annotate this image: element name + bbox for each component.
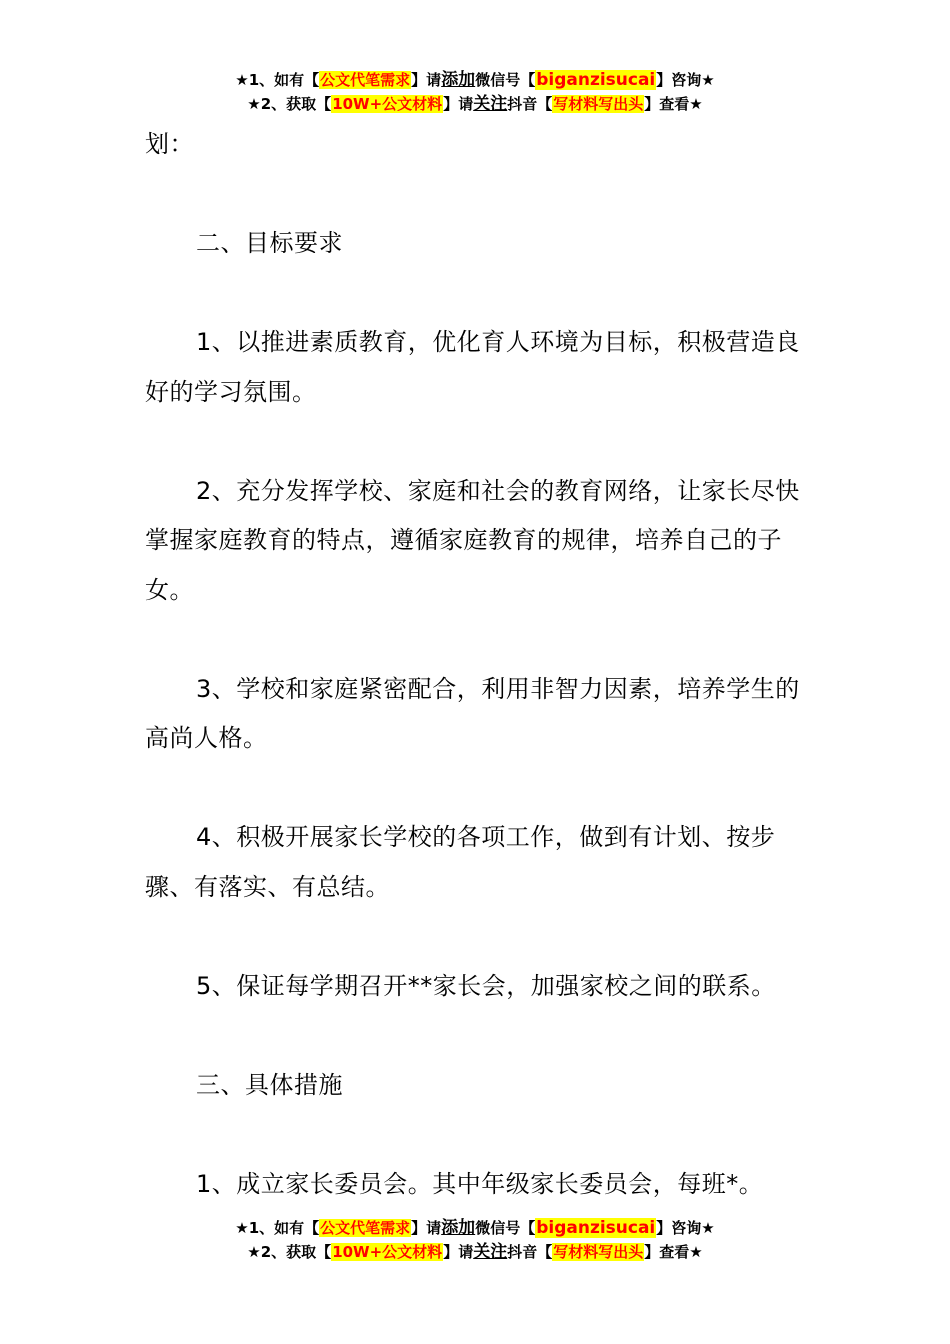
banner-text: ★2、获取【	[247, 95, 332, 113]
banner-text: ★1、如有【	[235, 1219, 320, 1237]
highlight-text: 公文代笔需求	[320, 1219, 411, 1237]
underlined-text: 关注	[473, 1242, 508, 1262]
paragraph-continuation: 划：	[145, 130, 194, 158]
measure-item-1: 1、成立家长委员会。其中年级家长委员会，每班*。	[196, 1169, 764, 1198]
header-banner	[0, 68, 950, 116]
highlight-text: biganzisucai	[536, 70, 656, 90]
banner-line-1	[0, 1216, 950, 1240]
banner-line-2	[0, 1240, 950, 1264]
banner-text: 】请	[443, 1243, 474, 1261]
banner-text: 】咨询★	[656, 71, 715, 89]
banner-line-2	[0, 92, 950, 116]
highlight-text: 写材料写出头	[553, 95, 644, 113]
banner-text: 】咨询★	[656, 1219, 715, 1237]
banner-text: 】请	[411, 1219, 442, 1237]
banner-text: 微信号【	[475, 71, 536, 89]
highlight-text: 10W+公文材料	[332, 95, 443, 113]
goal-item-4: 4、积极开展家长学校的各项工作，做到有计划、按步骤、有落实、有总结。	[145, 823, 776, 901]
goal-item-3: 3、学校和家庭紧密配合，利用非智力因素，培养学生的高尚人格。	[145, 674, 800, 752]
highlight-text: 写材料写出头	[553, 1243, 644, 1261]
banner-text: 】查看★	[644, 95, 703, 113]
banner-text: 】请	[443, 95, 474, 113]
underlined-text: 关注	[473, 94, 508, 114]
highlight-text: 公文代笔需求	[320, 71, 411, 89]
banner-text: 抖音【	[507, 95, 553, 113]
banner-text: 】请	[411, 71, 442, 89]
goal-item-1: 1、以推进素质教育，优化育人环境为目标，积极营造良好的学习氛围。	[145, 328, 800, 406]
footer-banner	[0, 1216, 950, 1264]
underlined-text: 添加	[441, 70, 476, 90]
document-body	[145, 120, 813, 1259]
highlight-text: 10W+公文材料	[332, 1243, 443, 1261]
goal-item-5: 5、保证每学期召开**家长会，加强家校之间的联系。	[196, 971, 776, 1000]
highlight-text: biganzisucai	[536, 1218, 656, 1238]
banner-line-1	[0, 68, 950, 92]
banner-text: 】查看★	[644, 1243, 703, 1261]
section-heading-goals: 二、目标要求	[196, 229, 343, 257]
underlined-text: 添加	[441, 1218, 476, 1238]
goal-item-2: 2、充分发挥学校、家庭和社会的教育网络，让家长尽快掌握家庭教育的特点，遵循家庭教育的规律，培养自己的子女。	[145, 476, 800, 604]
banner-text: ★1、如有【	[235, 71, 320, 89]
banner-text: 抖音【	[507, 1243, 553, 1261]
banner-text: 微信号【	[475, 1219, 536, 1237]
banner-text: ★2、获取【	[247, 1243, 332, 1261]
section-heading-measures: 三、具体措施	[196, 1070, 343, 1099]
